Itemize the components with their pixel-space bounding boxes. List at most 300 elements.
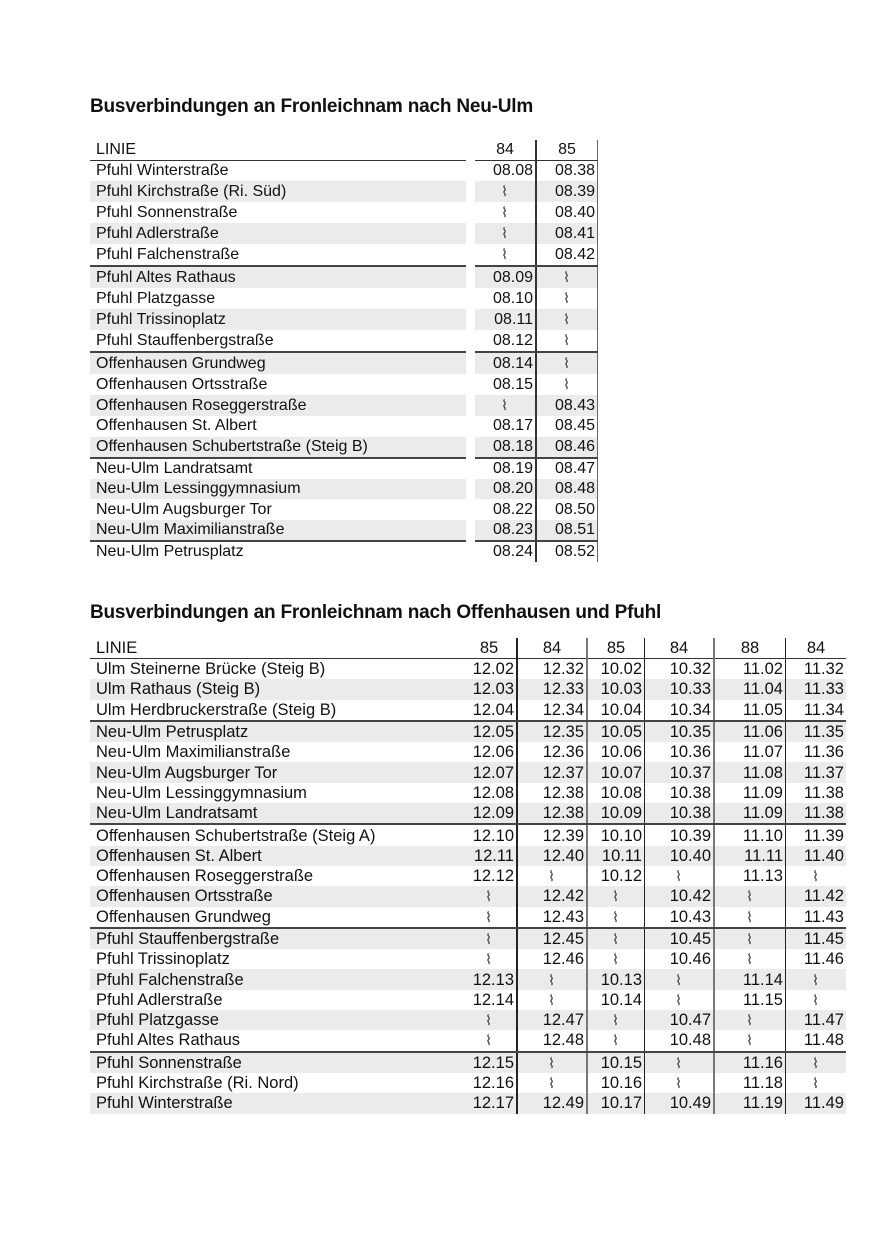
departure-time: 11.46 xyxy=(803,950,844,969)
no-stop-cell xyxy=(462,1030,517,1051)
table-row xyxy=(90,928,846,949)
departure-time: 12.43 xyxy=(517,907,587,928)
stop-name: Offenhausen St. Albert xyxy=(96,417,257,435)
no-stop-cell xyxy=(475,244,536,266)
table-row xyxy=(90,990,846,1010)
stop-name: Pfuhl Falchenstraße xyxy=(90,244,466,266)
table-row xyxy=(90,1073,846,1093)
departure-time: 10.08 xyxy=(587,783,645,803)
spacer xyxy=(466,140,475,161)
squiggle-icon: ⌇ xyxy=(548,971,554,988)
departure-time: 12.09 xyxy=(462,803,517,824)
departure-time: 11.34 xyxy=(786,700,847,721)
spacer xyxy=(466,437,475,458)
spacer xyxy=(466,244,475,266)
squiggle-icon: ⌇ xyxy=(485,908,491,925)
departure-time: 12.10 xyxy=(462,824,517,845)
stop-name: Neu-Ulm Maximilianstraße xyxy=(90,520,466,541)
table-row xyxy=(90,352,598,374)
squiggle-icon: ⌇ xyxy=(548,991,554,1008)
timetable-neu-ulm xyxy=(90,140,598,562)
stop-name: Pfuhl Adlerstraße xyxy=(90,223,466,244)
stop-name: Neu-Ulm Petrusplatz xyxy=(90,721,462,742)
table-row xyxy=(90,783,846,803)
line-number-header: 84 xyxy=(475,140,536,161)
table-row xyxy=(90,202,598,223)
table-row xyxy=(90,161,598,182)
table-row xyxy=(90,949,846,969)
departure-time: 12.08 xyxy=(462,783,517,803)
stop-name: Offenhausen Roseggerstraße xyxy=(90,395,466,416)
departure-time: 10.12 xyxy=(587,866,645,886)
departure-time: 12.45 xyxy=(517,928,587,949)
no-stop-cell xyxy=(714,907,786,928)
no-stop-cell xyxy=(536,374,598,395)
departure-time: 11.39 xyxy=(803,826,844,845)
stop-name: Pfuhl Platzgasse xyxy=(90,1010,462,1030)
no-stop-cell xyxy=(536,352,598,374)
departure-time: 10.03 xyxy=(587,679,645,699)
departure-time: 10.37 xyxy=(645,762,715,782)
timetable-offenhausen-pfuhl xyxy=(90,638,846,1114)
stop-name: Neu-Ulm Augsburger Tor xyxy=(90,762,462,782)
stop-name: Pfuhl Sonnenstraße xyxy=(96,203,238,221)
departure-time: 08.22 xyxy=(475,499,536,519)
spacer xyxy=(466,266,475,288)
header-row xyxy=(90,140,598,161)
squiggle-icon: ⌇ xyxy=(812,971,818,988)
squiggle-icon: ⌇ xyxy=(501,397,507,414)
table-row xyxy=(90,1052,846,1073)
spacer xyxy=(466,374,475,395)
table-row xyxy=(90,479,598,499)
departure-time: 12.35 xyxy=(517,721,587,742)
departure-time: 11.45 xyxy=(786,928,847,949)
no-stop-cell xyxy=(462,1010,517,1030)
stop-name: Offenhausen Grundweg xyxy=(90,907,462,928)
no-stop-cell xyxy=(475,223,536,244)
departure-time: 08.41 xyxy=(536,223,598,244)
departure-time: 12.40 xyxy=(517,846,587,866)
departure-time: 11.38 xyxy=(803,783,844,802)
departure-time: 12.39 xyxy=(517,824,587,845)
departure-time: 11.15 xyxy=(714,990,786,1010)
table1-title: Busverbindungen an Fronleichnam nach Neu-Ulm xyxy=(90,96,534,117)
stop-name: Pfuhl Altes Rathaus xyxy=(90,266,466,288)
stop-name: Pfuhl Trissinoplatz xyxy=(90,309,466,330)
no-stop-cell xyxy=(517,866,587,886)
departure-time: 12.46 xyxy=(517,949,587,969)
stop-name: Pfuhl Stauffenbergstraße xyxy=(90,330,466,352)
table-row xyxy=(90,721,846,742)
departure-time: 10.33 xyxy=(645,679,715,699)
departure-time: 11.19 xyxy=(714,1093,786,1113)
no-stop-cell xyxy=(475,181,536,202)
departure-time: 08.08 xyxy=(475,161,536,182)
departure-time: 12.03 xyxy=(462,679,517,699)
stop-name: Pfuhl Trissinoplatz xyxy=(96,950,230,969)
departure-time: 12.33 xyxy=(517,679,587,699)
stop-name: Ulm Herdbruckerstraße (Steig B) xyxy=(90,700,462,721)
departure-time: 12.17 xyxy=(462,1093,517,1113)
stop-name: Offenhausen Ortsstraße xyxy=(96,375,268,393)
no-stop-cell xyxy=(645,1073,715,1093)
spacer xyxy=(466,458,475,479)
squiggle-icon: ⌇ xyxy=(812,1075,818,1092)
stop-name: Pfuhl Adlerstraße xyxy=(96,990,223,1009)
squiggle-icon: ⌇ xyxy=(563,290,569,307)
squiggle-icon: ⌇ xyxy=(675,971,681,988)
no-stop-cell xyxy=(645,969,715,989)
stop-name: Offenhausen St. Albert xyxy=(90,846,462,866)
linie-header: LINIE xyxy=(90,638,462,659)
table-row xyxy=(90,374,598,395)
stop-name: Offenhausen Roseggerstraße xyxy=(96,867,314,886)
table-row xyxy=(90,886,846,906)
departure-time: 12.42 xyxy=(517,886,587,906)
table-row xyxy=(90,437,598,458)
departure-time: 08.10 xyxy=(475,288,536,309)
departure-time: 10.35 xyxy=(645,721,715,742)
squiggle-icon: ⌇ xyxy=(812,868,818,885)
no-stop-cell xyxy=(714,886,786,906)
table-row xyxy=(90,659,846,680)
departure-time: 12.15 xyxy=(462,1052,517,1073)
departure-time: 11.14 xyxy=(714,969,786,989)
departure-time: 12.04 xyxy=(462,700,517,721)
no-stop-cell xyxy=(786,1052,847,1073)
squiggle-icon: ⌇ xyxy=(485,1012,491,1029)
no-stop-cell xyxy=(714,949,786,969)
spacer xyxy=(466,416,475,436)
departure-time: 10.05 xyxy=(587,721,645,742)
table-row xyxy=(90,223,598,244)
departure-time: 11.10 xyxy=(714,824,786,845)
squiggle-icon: ⌇ xyxy=(548,1054,554,1071)
no-stop-cell xyxy=(536,309,598,330)
departure-time: 08.15 xyxy=(475,374,536,395)
no-stop-cell xyxy=(475,395,536,416)
departure-time: 12.07 xyxy=(462,762,517,782)
no-stop-cell xyxy=(645,1052,715,1073)
no-stop-cell xyxy=(462,886,517,906)
squiggle-icon: ⌇ xyxy=(501,183,507,200)
departure-time: 10.49 xyxy=(645,1093,715,1113)
departure-time: 11.05 xyxy=(714,700,786,721)
table-row xyxy=(90,1030,846,1051)
stop-name: Offenhausen Schubertstraße (Steig A) xyxy=(96,826,376,845)
departure-time: 11.07 xyxy=(714,742,786,762)
departure-time: 12.05 xyxy=(462,721,517,742)
departure-time: 10.48 xyxy=(645,1030,715,1051)
departure-time: 10.38 xyxy=(645,803,715,824)
stop-name: Neu-Ulm Lessinggymnasium xyxy=(90,479,466,499)
stop-name: Offenhausen Schubertstraße (Steig B) xyxy=(90,437,466,458)
stop-name: Neu-Ulm Maximilianstraße xyxy=(96,743,291,762)
departure-time: 11.32 xyxy=(803,660,844,679)
table-row xyxy=(90,458,598,479)
squiggle-icon: ⌇ xyxy=(746,931,752,947)
no-stop-cell xyxy=(786,866,847,886)
departure-time: 12.32 xyxy=(517,659,587,680)
stop-name: Pfuhl Kirchstraße (Ri. Nord) xyxy=(96,1074,299,1093)
spacer xyxy=(466,309,475,330)
departure-time: 08.20 xyxy=(475,479,536,499)
squiggle-icon: ⌇ xyxy=(746,908,752,925)
table-row xyxy=(90,824,846,845)
departure-time: 08.39 xyxy=(536,181,598,202)
table-row xyxy=(90,181,598,202)
no-stop-cell xyxy=(517,1052,587,1073)
departure-time: 11.09 xyxy=(714,783,786,803)
departure-time: 12.34 xyxy=(517,700,587,721)
departure-time: 11.43 xyxy=(786,907,847,928)
no-stop-cell xyxy=(786,1073,847,1093)
departure-time: 12.49 xyxy=(517,1093,587,1113)
departure-time: 11.40 xyxy=(786,846,847,866)
squiggle-icon: ⌇ xyxy=(563,311,569,328)
table-row xyxy=(90,395,598,416)
departure-time: 11.09 xyxy=(714,803,786,824)
line-number-header: 85 xyxy=(462,638,517,659)
departure-time: 12.38 xyxy=(517,803,587,824)
table-row xyxy=(90,803,846,824)
squiggle-icon: ⌇ xyxy=(485,931,491,947)
departure-time: 10.39 xyxy=(645,824,715,845)
squiggle-icon: ⌇ xyxy=(563,376,569,393)
stop-name: Pfuhl Winterstraße xyxy=(90,1093,462,1113)
departure-time: 10.42 xyxy=(645,886,715,906)
departure-time: 11.36 xyxy=(803,743,844,762)
departure-time: 10.07 xyxy=(587,762,645,782)
departure-time: 08.23 xyxy=(475,520,536,541)
departure-time: 08.18 xyxy=(475,437,536,458)
squiggle-icon: ⌇ xyxy=(746,888,752,905)
no-stop-cell xyxy=(587,907,645,928)
no-stop-cell xyxy=(517,969,587,989)
stop-name: Neu-Ulm Augsburger Tor xyxy=(96,500,272,518)
no-stop-cell xyxy=(786,969,847,989)
departure-time: 12.11 xyxy=(462,846,517,866)
departure-time: 08.24 xyxy=(475,541,536,562)
departure-time: 12.37 xyxy=(517,762,587,782)
table-row xyxy=(90,969,846,989)
table-row xyxy=(90,866,846,886)
header-row xyxy=(90,638,846,659)
departure-time: 08.52 xyxy=(536,541,598,562)
squiggle-icon: ⌇ xyxy=(612,1012,618,1029)
no-stop-cell xyxy=(517,1073,587,1093)
table-row xyxy=(90,416,598,436)
squiggle-icon: ⌇ xyxy=(501,246,507,263)
squiggle-icon: ⌇ xyxy=(746,1032,752,1049)
departure-time: 12.47 xyxy=(517,1010,587,1030)
departure-time: 11.18 xyxy=(714,1073,786,1093)
no-stop-cell xyxy=(462,928,517,949)
squiggle-icon: ⌇ xyxy=(746,951,752,968)
stop-name: Pfuhl Stauffenbergstraße xyxy=(90,928,462,949)
table-row xyxy=(90,244,598,266)
departure-time: 10.06 xyxy=(587,742,645,762)
stop-name: Neu-Ulm Landratsamt xyxy=(90,803,462,824)
table-row xyxy=(90,679,846,699)
departure-time: 11.33 xyxy=(786,679,847,699)
table-row xyxy=(90,288,598,309)
spacer xyxy=(466,499,475,519)
table-row xyxy=(90,742,846,762)
departure-time: 08.09 xyxy=(475,266,536,288)
no-stop-cell xyxy=(517,990,587,1010)
spacer xyxy=(466,520,475,541)
table-row xyxy=(90,309,598,330)
spacer xyxy=(466,161,475,182)
no-stop-cell xyxy=(462,907,517,928)
departure-time: 08.47 xyxy=(536,458,598,479)
line-number-header: 88 xyxy=(714,638,786,659)
squiggle-icon: ⌇ xyxy=(612,908,618,925)
departure-time: 11.35 xyxy=(786,721,847,742)
departure-time: 11.47 xyxy=(786,1010,847,1030)
line-number-header: 84 xyxy=(517,638,587,659)
linie-header: LINIE xyxy=(90,140,466,161)
departure-time: 11.38 xyxy=(786,803,847,824)
table-row xyxy=(90,520,598,541)
departure-time: 08.48 xyxy=(536,479,598,499)
stop-name: Pfuhl Falchenstraße xyxy=(90,969,462,989)
line-number-header: 84 xyxy=(786,638,847,659)
departure-time: 11.11 xyxy=(714,846,786,866)
spacer xyxy=(466,223,475,244)
departure-time: 08.46 xyxy=(536,437,598,458)
no-stop-cell xyxy=(475,202,536,223)
departure-time: 12.36 xyxy=(517,742,587,762)
departure-time: 10.11 xyxy=(587,846,645,866)
departure-time: 08.43 xyxy=(536,395,598,416)
squiggle-icon: ⌇ xyxy=(485,888,491,905)
departure-time: 11.37 xyxy=(786,762,847,782)
squiggle-icon: ⌇ xyxy=(548,1075,554,1092)
departure-time: 11.48 xyxy=(786,1030,847,1051)
departure-time: 11.42 xyxy=(786,886,847,906)
stop-name: Pfuhl Sonnenstraße xyxy=(90,1052,462,1073)
no-stop-cell xyxy=(587,886,645,906)
departure-time: 08.45 xyxy=(536,416,598,436)
departure-time: 10.34 xyxy=(645,700,715,721)
no-stop-cell xyxy=(587,928,645,949)
departure-time: 11.49 xyxy=(786,1093,847,1113)
spacer xyxy=(466,352,475,374)
table-row xyxy=(90,1093,846,1113)
stop-name: Neu-Ulm Lessinggymnasium xyxy=(96,783,307,802)
no-stop-cell xyxy=(645,990,715,1010)
stop-name: Pfuhl Winterstraße xyxy=(96,162,229,180)
no-stop-cell xyxy=(714,928,786,949)
departure-time: 12.02 xyxy=(462,659,517,680)
departure-time: 10.36 xyxy=(645,742,715,762)
stop-name: Ulm Steinerne Brücke (Steig B) xyxy=(96,660,326,679)
departure-time: 11.13 xyxy=(714,866,786,886)
squiggle-icon: ⌇ xyxy=(485,951,491,968)
departure-time: 10.04 xyxy=(587,700,645,721)
squiggle-icon: ⌇ xyxy=(548,868,554,885)
no-stop-cell xyxy=(714,1030,786,1051)
departure-time: 11.02 xyxy=(714,659,786,680)
table-row xyxy=(90,846,846,866)
no-stop-cell xyxy=(536,330,598,352)
stop-name: Offenhausen Ortsstraße xyxy=(90,886,462,906)
squiggle-icon: ⌇ xyxy=(501,204,507,221)
squiggle-icon: ⌇ xyxy=(746,1012,752,1029)
spacer xyxy=(466,395,475,416)
no-stop-cell xyxy=(786,990,847,1010)
squiggle-icon: ⌇ xyxy=(675,868,681,885)
departure-time: 11.08 xyxy=(714,762,786,782)
stop-name: Ulm Rathaus (Steig B) xyxy=(90,679,462,699)
spacer xyxy=(466,541,475,562)
no-stop-cell xyxy=(587,1010,645,1030)
spacer xyxy=(466,181,475,202)
stop-name: Neu-Ulm Petrusplatz xyxy=(96,543,244,561)
stop-name: Neu-Ulm Landratsamt xyxy=(96,460,253,478)
departure-time: 10.17 xyxy=(587,1093,645,1113)
departure-time: 08.50 xyxy=(536,499,598,519)
departure-time: 10.02 xyxy=(587,659,645,680)
spacer xyxy=(466,202,475,223)
departure-time: 10.09 xyxy=(587,803,645,824)
squiggle-icon: ⌇ xyxy=(812,1054,818,1071)
no-stop-cell xyxy=(536,288,598,309)
squiggle-icon: ⌇ xyxy=(675,991,681,1008)
departure-time: 12.06 xyxy=(462,742,517,762)
no-stop-cell xyxy=(587,949,645,969)
departure-time: 11.16 xyxy=(714,1052,786,1073)
departure-time: 08.19 xyxy=(475,458,536,479)
squiggle-icon: ⌇ xyxy=(675,1075,681,1092)
stop-name: Pfuhl Altes Rathaus xyxy=(90,1030,462,1051)
departure-time: 08.42 xyxy=(536,244,598,266)
departure-time: 10.15 xyxy=(587,1052,645,1073)
squiggle-icon: ⌇ xyxy=(563,355,569,372)
departure-time: 10.38 xyxy=(645,783,715,803)
departure-time: 08.40 xyxy=(536,202,598,223)
squiggle-icon: ⌇ xyxy=(612,888,618,905)
squiggle-icon: ⌇ xyxy=(612,951,618,968)
departure-time: 10.10 xyxy=(587,824,645,845)
table-row xyxy=(90,700,846,721)
squiggle-icon: ⌇ xyxy=(563,332,569,349)
table-row xyxy=(90,1010,846,1030)
squiggle-icon: ⌇ xyxy=(485,1032,491,1049)
departure-time: 08.38 xyxy=(536,161,598,182)
departure-time: 10.47 xyxy=(645,1010,715,1030)
spacer xyxy=(466,330,475,352)
squiggle-icon: ⌇ xyxy=(675,1054,681,1071)
table-row xyxy=(90,499,598,519)
table-row xyxy=(90,762,846,782)
departure-time: 10.45 xyxy=(645,928,715,949)
spacer xyxy=(466,288,475,309)
departure-time: 10.46 xyxy=(645,949,715,969)
departure-time: 11.06 xyxy=(714,721,786,742)
departure-time: 10.14 xyxy=(587,990,645,1010)
departure-time: 10.32 xyxy=(645,659,715,680)
line-number-header: 84 xyxy=(645,638,715,659)
departure-time: 10.16 xyxy=(587,1073,645,1093)
line-number-header: 85 xyxy=(587,638,645,659)
departure-time: 12.38 xyxy=(517,783,587,803)
no-stop-cell xyxy=(645,866,715,886)
stop-name: Offenhausen Grundweg xyxy=(90,352,466,374)
